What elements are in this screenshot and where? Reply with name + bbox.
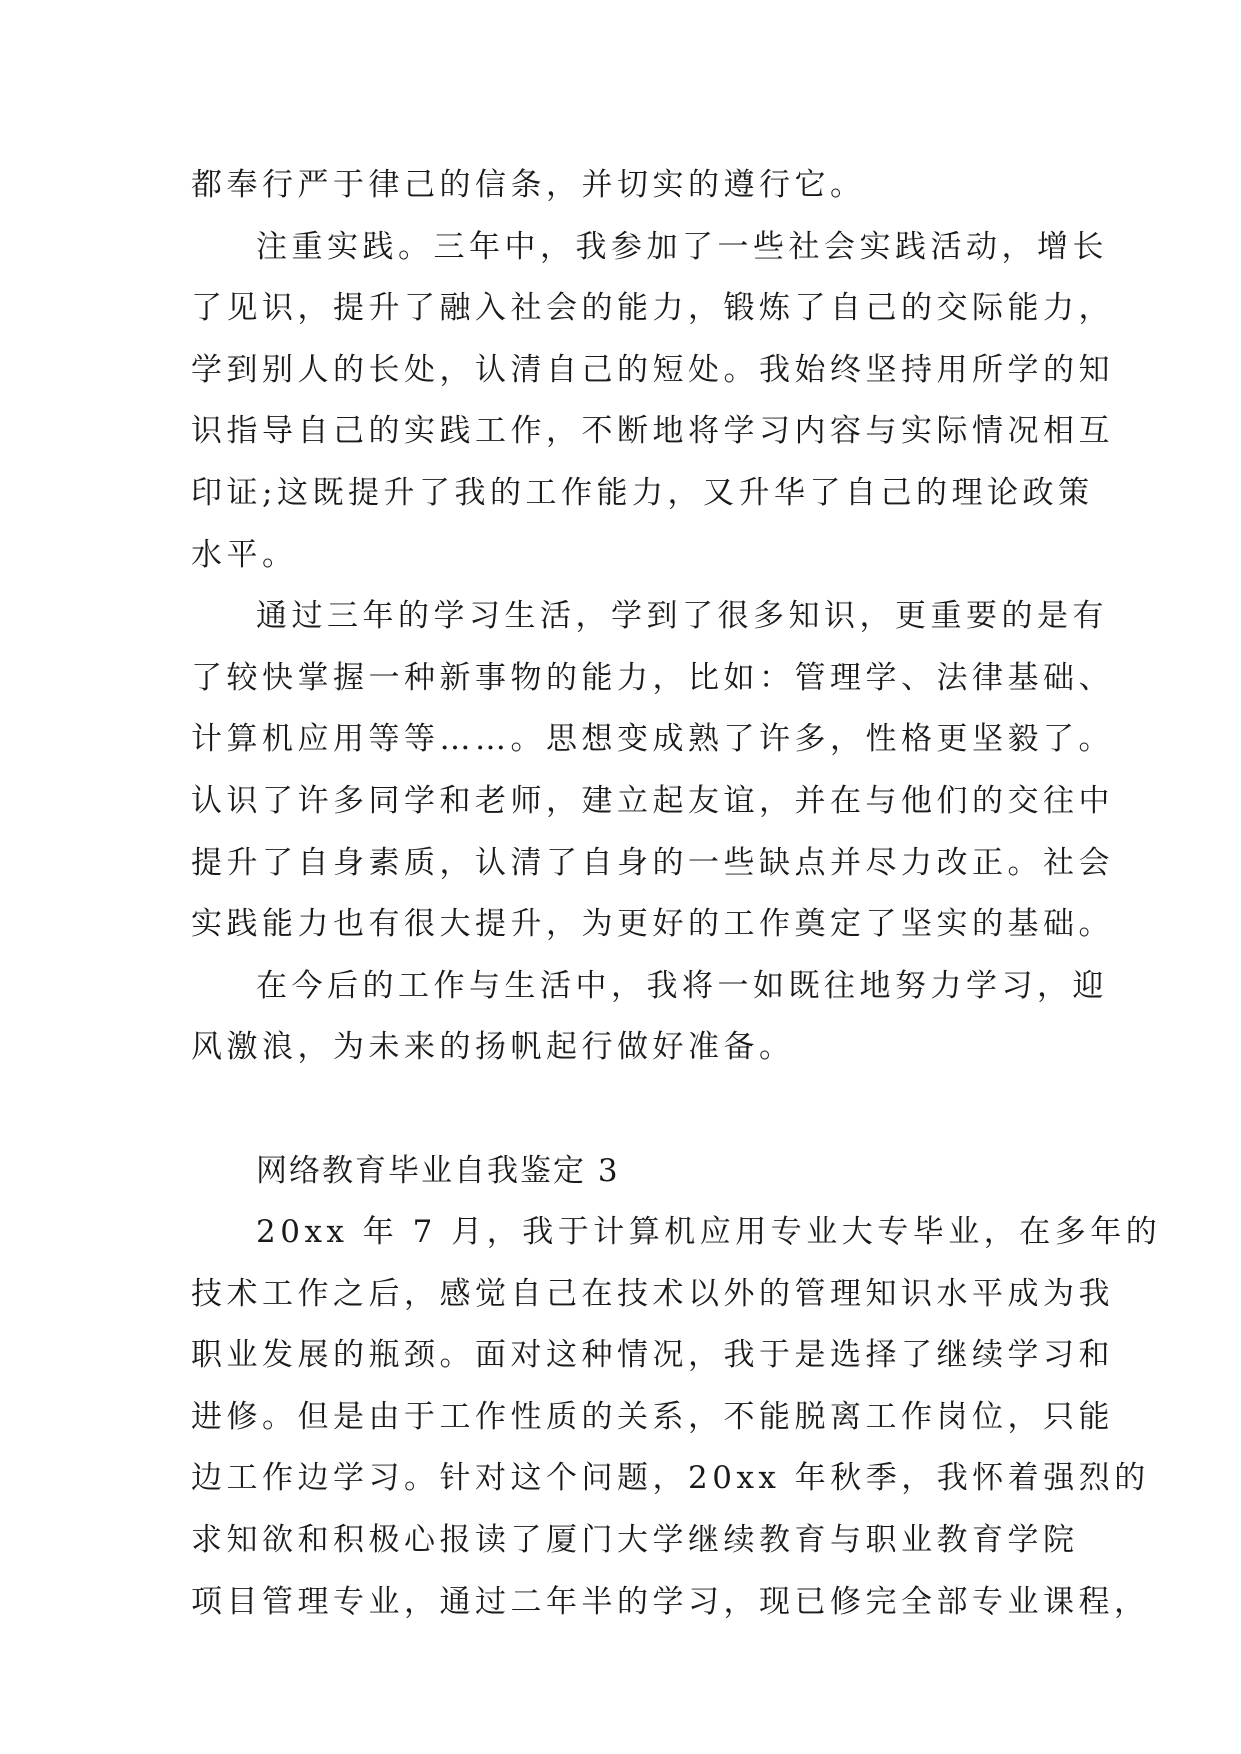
text-line: 风激浪，为未来的扬帆起行做好准备。 — [191, 1029, 795, 1066]
text-line: 实践能力也有很大提升，为更好的工作奠定了坚实的基础。 — [191, 906, 1114, 943]
text-line: 了较快掌握一种新事物的能力，比如：管理学、法律基础、 — [191, 659, 1114, 696]
text-line: 职业发展的瓶颈。面对这种情况，我于是选择了继续学习和 — [191, 1337, 1114, 1374]
text-line: 在今后的工作与生活中，我将一如既往地努力学习，迎 — [256, 967, 1108, 1004]
text-line: 都奉行严于律己的信条，并切实的遵行它。 — [191, 167, 866, 203]
text-line: 识指导自己的实践工作，不断地将学习内容与实际情况相互 — [191, 413, 1114, 450]
text-line: 认识了许多同学和老师，建立起友谊，并在与他们的交往中 — [191, 782, 1114, 819]
paragraph-5 — [191, 1202, 1162, 1633]
blank-line — [191, 1079, 1071, 1141]
text-line: 注重实践。三年中，我参加了一些社会实践活动，增长 — [256, 228, 1108, 265]
text-line: 20xx 年 7 月，我于计算机应用专业大专毕业，在多年的 — [256, 1214, 1162, 1251]
paragraph-1 — [191, 155, 1071, 217]
section-title: 网络教育毕业自我鉴定 3 — [256, 1152, 620, 1189]
text-line: 了见识，提升了融入社会的能力，锻炼了自己的交际能力， — [191, 290, 1114, 327]
text-line: 项目管理专业，通过二年半的学习，现已修完全部专业课程， — [191, 1583, 1150, 1620]
paragraph-3 — [191, 586, 1114, 956]
paragraph-2 — [191, 217, 1114, 587]
document-body — [191, 155, 1162, 1633]
text-line: 印证;这既提升了我的工作能力，又升华了自己的理论政策 — [191, 474, 1094, 511]
text-line: 通过三年的学习生活，学到了很多知识，更重要的是有 — [256, 598, 1108, 635]
text-line: 进修。但是由于工作性质的关系，不能脱离工作岗位，只能 — [191, 1398, 1114, 1435]
text-line: 水平。 — [191, 536, 298, 573]
text-line: 边工作边学习。针对这个问题，20xx 年秋季，我怀着强烈的 — [191, 1460, 1150, 1497]
text-line: 计算机应用等等……。思想变成熟了许多，性格更坚毅了。 — [191, 721, 1114, 758]
text-line: 学到别人的长处，认清自己的短处。我始终坚持用所学的知 — [191, 351, 1114, 388]
text-line: 求知欲和积极心报读了厦门大学继续教育与职业教育学院 — [191, 1522, 1079, 1559]
text-line: 技术工作之后，感觉自己在技术以外的管理知识水平成为我 — [191, 1275, 1114, 1312]
text-line: 提升了自身素质，认清了自身的一些缺点并尽力改正。社会 — [191, 844, 1114, 881]
paragraph-4 — [191, 956, 1108, 1079]
